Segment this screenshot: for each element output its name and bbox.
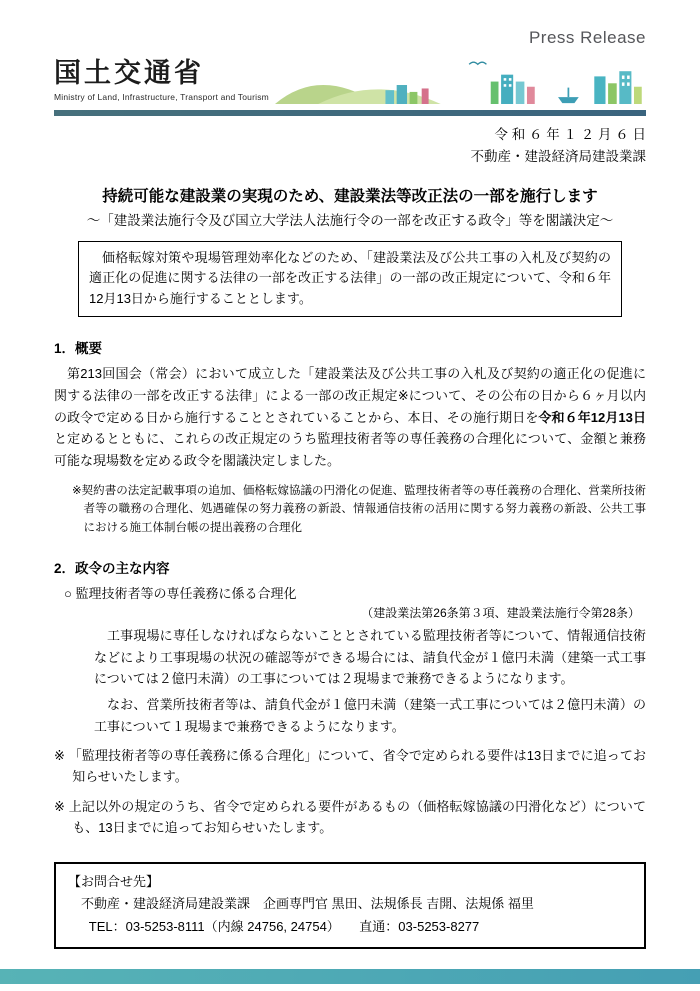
section1-text-before-bold: 第213回国会（常会）において成立した「建設業法及び公共工事の入札及び契約の適正化の促進に関する法律の一部を改正する法律」による一部の改正規定※について、その公布の日から６ヶ月以内の政令で定める日から施行することとされていることから、本日、その施行期日を — [54, 365, 646, 425]
issuing-department: 不動産・建設経済局建設業課 — [470, 149, 646, 165]
section1-bold-date: 令和６年12月13日 — [538, 409, 646, 425]
contact-line-2: TEL：03-5253-8111（内線 24756, 24754） 直通：03-5253-8277 — [88, 918, 480, 934]
bird-icon — [469, 62, 486, 64]
header-divider-bar — [54, 110, 646, 116]
section1-heading: 1．概要 — [54, 340, 103, 356]
release-date: 令 和 ６ 年 １ ２ 月 ６ 日 — [494, 127, 646, 142]
contact-heading: 【お問合せ先】 — [68, 874, 160, 890]
ministry-logo-text: 国土交通省 — [54, 58, 204, 89]
section2-note-1: ※ 「監理技術者等の専任義務に係る合理化」について、省令で定められる要件は13日までに追ってお知らせいたします。 — [54, 748, 646, 784]
section2-item-title: ○ 監理技術者等の専任義務に係る合理化 — [64, 586, 297, 602]
section1-paragraph — [54, 363, 646, 472]
skyline-illustration — [275, 48, 646, 104]
contact-box — [54, 862, 646, 948]
header-logo-row — [54, 48, 646, 104]
boat-icon — [558, 88, 579, 104]
summary-text: 価格転嫁対策や現場管理効率化などのため、「建設業法及び公共工事の入札及び契約の適正化の促進に関する法律の一部を改正する法律」の一部の改正規定について、令和６年12月13日から施行することとします。 — [89, 249, 611, 307]
summary-box — [78, 241, 622, 317]
law-reference: （建設業法第26条第３項、建設業法施行令第28条） — [361, 606, 640, 621]
buildings-left-graphic — [385, 85, 428, 104]
section2-paragraph-2: なお、営業所技術者等は、請負代金が１億円未満（建築一式工事については２億円未満）の工事について１現場まで兼務できるようになります。 — [94, 696, 646, 734]
section1-footnote: ※契約書の法定記載事項の追加、価格転嫁協議の円滑化の促進、監理技術者等の専任義務の合理化、営業所技術者等の職務の合理化、処遇確保の努力義務の新設、情報通信技術の活用に関する努力義務の新設、公共工事における施工体制台帳の提出義務の合理化 — [72, 485, 646, 534]
page-title: 持続可能な建設業の実現のため、建設業法等改正法の一部を施行します — [102, 187, 598, 205]
section2-note-2: ※ 上記以外の規定のうち、省令で定められる要件があるもの（価格転嫁協議の円滑化など）についても、13日までに追ってお知らせいたします。 — [54, 798, 646, 835]
section2-paragraph-1: 工事現場に専任しなければならないこととされている監理技術者等について、情報通信技術などにより工事現場の状況の確認等ができる場合には、請負代金が１億円未満（建築一式工事については２億円未満）の工事については２現場まで兼務できるようになります。 — [94, 628, 646, 687]
contact-line-1: 不動産・建設経済局建設業課 企画専門官 黒田、法規係長 吉開、法規係 福里 — [81, 896, 534, 912]
buildings-mid-graphic — [491, 75, 535, 104]
section2-heading: 2．政令の主な内容 — [54, 561, 170, 577]
ministry-english-name: Ministry of Land, Infrastructure, Transport and Tourism — [54, 92, 269, 102]
footer-accent-bar — [0, 969, 700, 984]
header — [54, 0, 646, 116]
press-release-label: Press Release — [528, 28, 646, 47]
section1-text-after-bold: と定めるとともに、これらの改正規定のうち監理技術者等の専任義務の合理化について、金額と兼務可能な現場数を定める政令を閣議決定しました。 — [54, 431, 646, 469]
page-subtitle: ～「建設業法施行令及び国立大学法人法施行令の一部を改正する政令」等を閣議決定～ — [86, 212, 614, 228]
ministry-logo — [54, 59, 269, 104]
buildings-right-graphic — [594, 71, 641, 104]
document-meta — [54, 124, 646, 169]
